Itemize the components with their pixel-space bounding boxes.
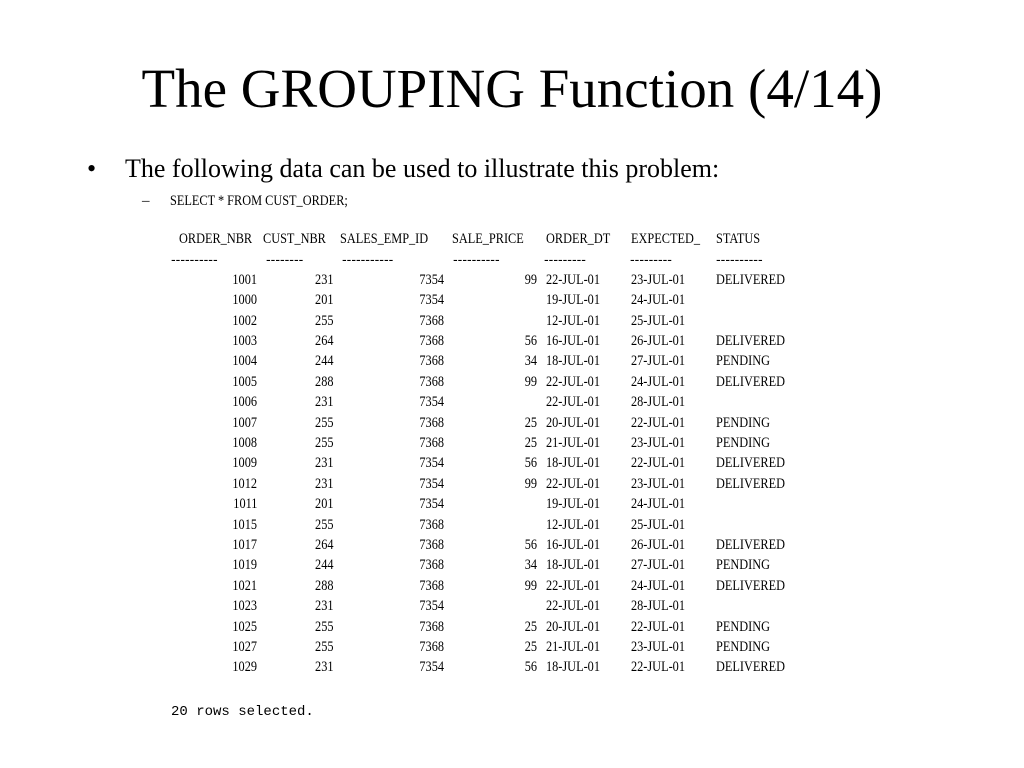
column-header-sales-emp-id: SALES_EMP_ID: [340, 231, 429, 247]
cell-sale-price: 99: [524, 271, 537, 288]
cell-cust-nbr: 231: [314, 598, 333, 615]
cell-cust-nbr: 288: [314, 577, 333, 594]
cell-order-dt: 12-JUL-01: [546, 516, 600, 533]
cell-status: DELIVERED: [716, 271, 786, 288]
cell-order-dt: 18-JUL-01: [546, 353, 600, 370]
cell-status: PENDING: [716, 414, 770, 431]
cell-order-nbr: 1000: [232, 292, 257, 309]
cell-expected: 25-JUL-01: [631, 312, 685, 329]
cell-order-nbr: 1017: [232, 537, 257, 553]
cell-order-nbr: 1023: [232, 598, 257, 615]
cell-sales-emp-id: 7368: [419, 333, 444, 349]
cell-cust-nbr: 255: [314, 414, 333, 431]
cell-sales-emp-id: 7354: [419, 455, 444, 472]
cell-expected: 25-JUL-01: [631, 516, 685, 533]
cell-cust-nbr: 255: [314, 516, 333, 533]
cell-sales-emp-id: 7354: [419, 598, 444, 615]
sub-bullet-item: [142, 191, 387, 211]
cell-order-nbr: 1027: [232, 639, 257, 655]
cell-order-dt: 22-JUL-01: [546, 373, 600, 390]
cell-status: DELIVERED: [716, 333, 786, 349]
cell-cust-nbr: 255: [314, 618, 333, 635]
column-header-order-dt: ORDER_DT: [546, 231, 611, 247]
cell-expected: 22-JUL-01: [631, 414, 685, 431]
cell-order-dt: 22-JUL-01: [546, 271, 600, 288]
cell-sales-emp-id: 7368: [419, 435, 444, 451]
column-header-cust-nbr: CUST_NBR: [263, 231, 326, 247]
column-header-expected: EXPECTED_: [631, 231, 701, 247]
cell-sales-emp-id: 7368: [419, 618, 444, 635]
cell-cust-nbr: 201: [314, 496, 333, 513]
cell-sales-emp-id: 7354: [419, 271, 444, 288]
cell-order-dt: 16-JUL-01: [546, 537, 600, 553]
cell-status: DELIVERED: [716, 373, 786, 390]
cell-order-dt: 20-JUL-01: [546, 414, 600, 431]
column-header-status: STATUS: [716, 231, 761, 247]
cell-sales-emp-id: 7354: [419, 496, 444, 513]
cell-order-nbr: 1019: [232, 557, 257, 574]
bullet-item: [87, 154, 719, 184]
cell-expected: 23-JUL-01: [631, 435, 685, 451]
cell-sale-price: 25: [524, 639, 537, 655]
separator-sale-price: ----------: [453, 251, 500, 268]
cell-sale-price: 56: [524, 455, 537, 472]
cell-order-dt: 20-JUL-01: [546, 618, 600, 635]
cell-expected: 24-JUL-01: [631, 577, 685, 594]
cell-sales-emp-id: 7368: [419, 373, 444, 390]
cell-sale-price: 34: [524, 557, 537, 574]
cell-sales-emp-id: 7354: [419, 394, 444, 411]
cell-status: PENDING: [716, 435, 770, 451]
cell-cust-nbr: 231: [314, 271, 333, 288]
cell-cust-nbr: 255: [314, 639, 333, 655]
cell-sale-price: 56: [524, 537, 537, 553]
cell-sales-emp-id: 7368: [419, 516, 444, 533]
separator-order-nbr: ----------: [171, 251, 218, 268]
sub-bullet-marker: –: [142, 193, 150, 209]
cell-order-nbr: 1025: [232, 618, 257, 635]
cell-sales-emp-id: 7368: [419, 639, 444, 655]
cell-expected: 24-JUL-01: [631, 496, 685, 513]
cell-order-nbr: 1011: [232, 496, 257, 513]
cell-status: DELIVERED: [716, 537, 786, 553]
cell-order-dt: 21-JUL-01: [546, 435, 600, 451]
cell-order-dt: 18-JUL-01: [546, 557, 600, 574]
cell-expected: 23-JUL-01: [631, 475, 685, 492]
cell-order-nbr: 1008: [232, 435, 257, 451]
cell-expected: 24-JUL-01: [631, 292, 685, 309]
cell-status: PENDING: [716, 639, 770, 655]
cell-cust-nbr: 231: [314, 394, 333, 411]
cell-order-nbr: 1005: [232, 373, 257, 390]
cell-expected: 26-JUL-01: [631, 333, 685, 349]
cell-expected: 27-JUL-01: [631, 557, 685, 574]
separator-status: ----------: [716, 251, 763, 268]
separator-expected: ---------: [630, 251, 672, 268]
sql-query-text: SELECT * FROM CUST_ORDER;: [170, 193, 348, 209]
cell-sales-emp-id: 7354: [419, 292, 444, 309]
cell-cust-nbr: 255: [314, 435, 333, 451]
cell-expected: 26-JUL-01: [631, 537, 685, 553]
cell-order-dt: 16-JUL-01: [546, 333, 600, 349]
cell-order-nbr: 1029: [232, 659, 257, 676]
cell-status: DELIVERED: [716, 659, 786, 676]
cell-status: DELIVERED: [716, 455, 786, 472]
cell-order-nbr: 1015: [232, 516, 257, 533]
cell-sale-price: 25: [524, 435, 537, 451]
cell-sale-price: 99: [524, 475, 537, 492]
cell-order-nbr: 1001: [232, 271, 257, 288]
cell-expected: 23-JUL-01: [631, 271, 685, 288]
cell-order-dt: 21-JUL-01: [546, 639, 600, 655]
column-header-sale-price: SALE_PRICE: [452, 231, 524, 247]
cell-order-dt: 19-JUL-01: [546, 496, 600, 513]
cell-order-dt: 22-JUL-01: [546, 394, 600, 411]
cell-order-nbr: 1007: [232, 414, 257, 431]
cell-order-dt: 22-JUL-01: [546, 577, 600, 594]
cell-sale-price: 99: [524, 373, 537, 390]
cell-expected: 22-JUL-01: [631, 659, 685, 676]
cell-sales-emp-id: 7354: [419, 659, 444, 676]
separator-cust-nbr: --------: [266, 251, 304, 268]
cell-sale-price: 34: [524, 353, 537, 370]
cell-status: PENDING: [716, 353, 770, 370]
cell-sale-price: 56: [524, 333, 537, 349]
cell-order-nbr: 1003: [232, 333, 257, 349]
cell-sale-price: 25: [524, 414, 537, 431]
cell-order-nbr: 1004: [232, 353, 257, 370]
separator-sales-emp-id: -----------: [342, 251, 394, 268]
cell-cust-nbr: 231: [314, 659, 333, 676]
cell-cust-nbr: 231: [314, 455, 333, 472]
cell-sales-emp-id: 7368: [419, 414, 444, 431]
cell-order-dt: 19-JUL-01: [546, 292, 600, 309]
cell-order-nbr: 1002: [232, 312, 257, 329]
cell-expected: 23-JUL-01: [631, 639, 685, 655]
cell-order-nbr: 1021: [232, 577, 257, 594]
cell-cust-nbr: 231: [314, 475, 333, 492]
cell-sales-emp-id: 7368: [419, 557, 444, 574]
cell-sale-price: 56: [524, 659, 537, 676]
cell-cust-nbr: 244: [314, 557, 333, 574]
cell-expected: 22-JUL-01: [631, 455, 685, 472]
cell-status: DELIVERED: [716, 475, 786, 492]
cell-order-dt: 22-JUL-01: [546, 475, 600, 492]
cell-expected: 27-JUL-01: [631, 353, 685, 370]
cell-cust-nbr: 264: [314, 333, 333, 349]
cell-sales-emp-id: 7368: [419, 312, 444, 329]
separator-order-dt: ---------: [544, 251, 586, 268]
cell-expected: 22-JUL-01: [631, 618, 685, 635]
cell-cust-nbr: 244: [314, 353, 333, 370]
cell-order-dt: 18-JUL-01: [546, 455, 600, 472]
cell-order-nbr: 1009: [232, 455, 257, 472]
bullet-marker: •: [87, 154, 97, 183]
cell-cust-nbr: 288: [314, 373, 333, 390]
cell-order-dt: 12-JUL-01: [546, 312, 600, 329]
cell-cust-nbr: 255: [314, 312, 333, 329]
cell-sale-price: 99: [524, 577, 537, 594]
cell-expected: 28-JUL-01: [631, 394, 685, 411]
cell-order-dt: 22-JUL-01: [546, 598, 600, 615]
cell-sales-emp-id: 7368: [419, 353, 444, 370]
cell-status: PENDING: [716, 618, 770, 635]
cell-expected: 28-JUL-01: [631, 598, 685, 615]
cell-order-nbr: 1012: [232, 475, 257, 492]
cell-sales-emp-id: 7368: [419, 537, 444, 553]
cell-sales-emp-id: 7354: [419, 475, 444, 492]
cell-order-nbr: 1006: [232, 394, 257, 411]
bullet-text: The following data can be used to illustrate this problem:: [125, 154, 720, 183]
cell-sales-emp-id: 7368: [419, 577, 444, 594]
cell-order-dt: 18-JUL-01: [546, 659, 600, 676]
cell-cust-nbr: 264: [314, 537, 333, 553]
cell-status: PENDING: [716, 557, 770, 574]
row-count-footer: 20 rows selected.: [171, 704, 314, 720]
cell-status: DELIVERED: [716, 577, 786, 594]
cell-sale-price: 25: [524, 618, 537, 635]
column-header-order-nbr: ORDER_NBR: [179, 231, 253, 247]
cell-cust-nbr: 201: [314, 292, 333, 309]
slide-title: The GROUPING Function (4/14): [141, 58, 883, 119]
cell-expected: 24-JUL-01: [631, 373, 685, 390]
